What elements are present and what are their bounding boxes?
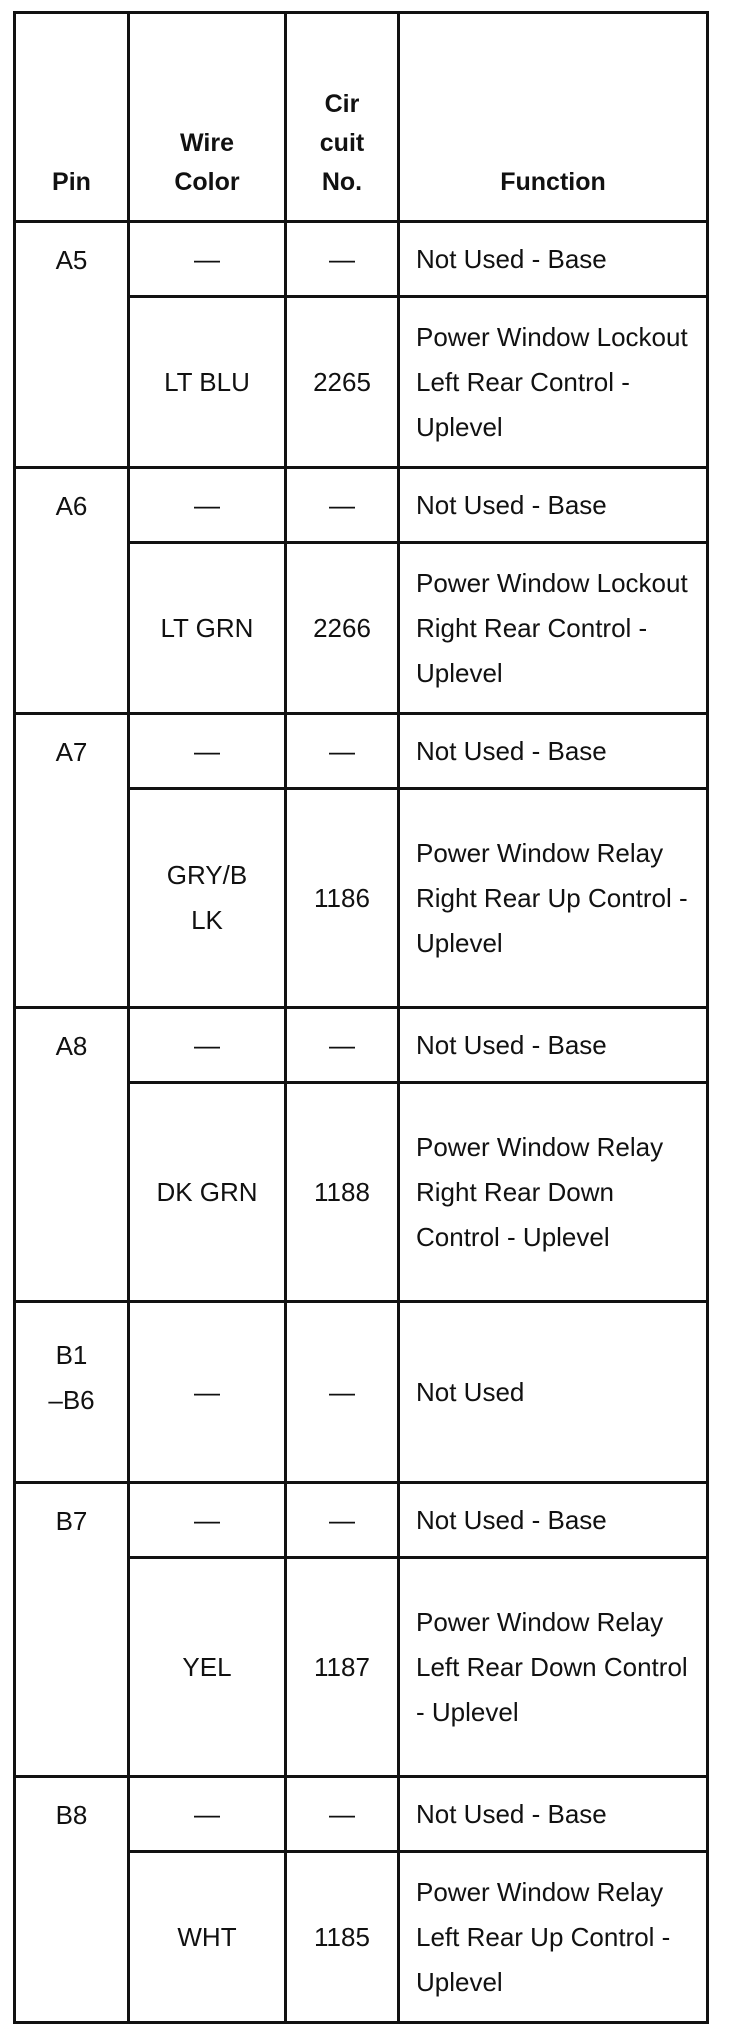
circuit-cell: —	[286, 222, 399, 297]
circuit-cell: 2266	[286, 543, 399, 714]
wire-color-cell: —	[129, 1483, 286, 1558]
table-row	[15, 468, 708, 543]
function-cell: Power Window Relay Left Rear Up Control - Uplevel	[399, 1852, 708, 2023]
wire-color-cell: GRY/B LK	[129, 789, 286, 1008]
table-row	[15, 222, 708, 297]
function-cell: Not Used - Base	[399, 1483, 708, 1558]
circuit-cell: 1186	[286, 789, 399, 1008]
function-cell: Not Used - Base	[399, 714, 708, 789]
circuit-cell: 1185	[286, 1852, 399, 2023]
function-cell: Not Used	[399, 1302, 708, 1483]
function-cell: Not Used - Base	[399, 468, 708, 543]
wire-color-cell: LT GRN	[129, 543, 286, 714]
circuit-cell: —	[286, 1777, 399, 1852]
table-row	[15, 1008, 708, 1083]
header-wire-color: Wire Color	[129, 13, 286, 222]
wire-color-cell: —	[129, 1777, 286, 1852]
circuit-cell: —	[286, 468, 399, 543]
circuit-cell: 1188	[286, 1083, 399, 1302]
pin-table	[13, 11, 709, 2024]
wire-color-cell: —	[129, 222, 286, 297]
pin-cell: A7	[15, 714, 129, 1008]
table-header	[15, 13, 708, 222]
wire-color-cell: —	[129, 714, 286, 789]
header-circuit-no: Cir cuit No.	[286, 13, 399, 222]
function-cell: Power Window Relay Right Rear Up Control - Uplevel	[399, 789, 708, 1008]
table-row	[15, 1777, 708, 1852]
header-function: Function	[399, 13, 708, 222]
function-cell: Power Window Relay Left Rear Down Control - Uplevel	[399, 1558, 708, 1777]
table-body	[15, 222, 708, 2023]
wire-color-cell: LT BLU	[129, 297, 286, 468]
wire-color-cell: —	[129, 468, 286, 543]
circuit-cell: —	[286, 714, 399, 789]
wire-color-cell: DK GRN	[129, 1083, 286, 1302]
function-cell: Not Used - Base	[399, 1777, 708, 1852]
circuit-cell: 1187	[286, 1558, 399, 1777]
pin-cell: B8	[15, 1777, 129, 2023]
function-cell: Power Window Lockout Right Rear Control - Uplevel	[399, 543, 708, 714]
circuit-cell: 2265	[286, 297, 399, 468]
table-row	[15, 1302, 708, 1483]
function-cell: Not Used - Base	[399, 222, 708, 297]
header-pin: Pin	[15, 13, 129, 222]
function-cell: Power Window Lockout Left Rear Control - Uplevel	[399, 297, 708, 468]
circuit-cell: —	[286, 1008, 399, 1083]
function-cell: Not Used - Base	[399, 1008, 708, 1083]
table-row	[15, 714, 708, 789]
table-row	[15, 1483, 708, 1558]
function-cell: Power Window Relay Right Rear Down Control - Uplevel	[399, 1083, 708, 1302]
wire-color-cell: —	[129, 1008, 286, 1083]
pin-cell: A6	[15, 468, 129, 714]
circuit-cell: —	[286, 1483, 399, 1558]
header-row	[15, 13, 708, 222]
pin-cell: B7	[15, 1483, 129, 1777]
pin-cell: B1 –B6	[15, 1302, 129, 1483]
wire-color-cell: —	[129, 1302, 286, 1483]
circuit-cell: —	[286, 1302, 399, 1483]
pin-cell: A5	[15, 222, 129, 468]
pin-cell: A8	[15, 1008, 129, 1302]
wire-color-cell: WHT	[129, 1852, 286, 2023]
wire-color-cell: YEL	[129, 1558, 286, 1777]
